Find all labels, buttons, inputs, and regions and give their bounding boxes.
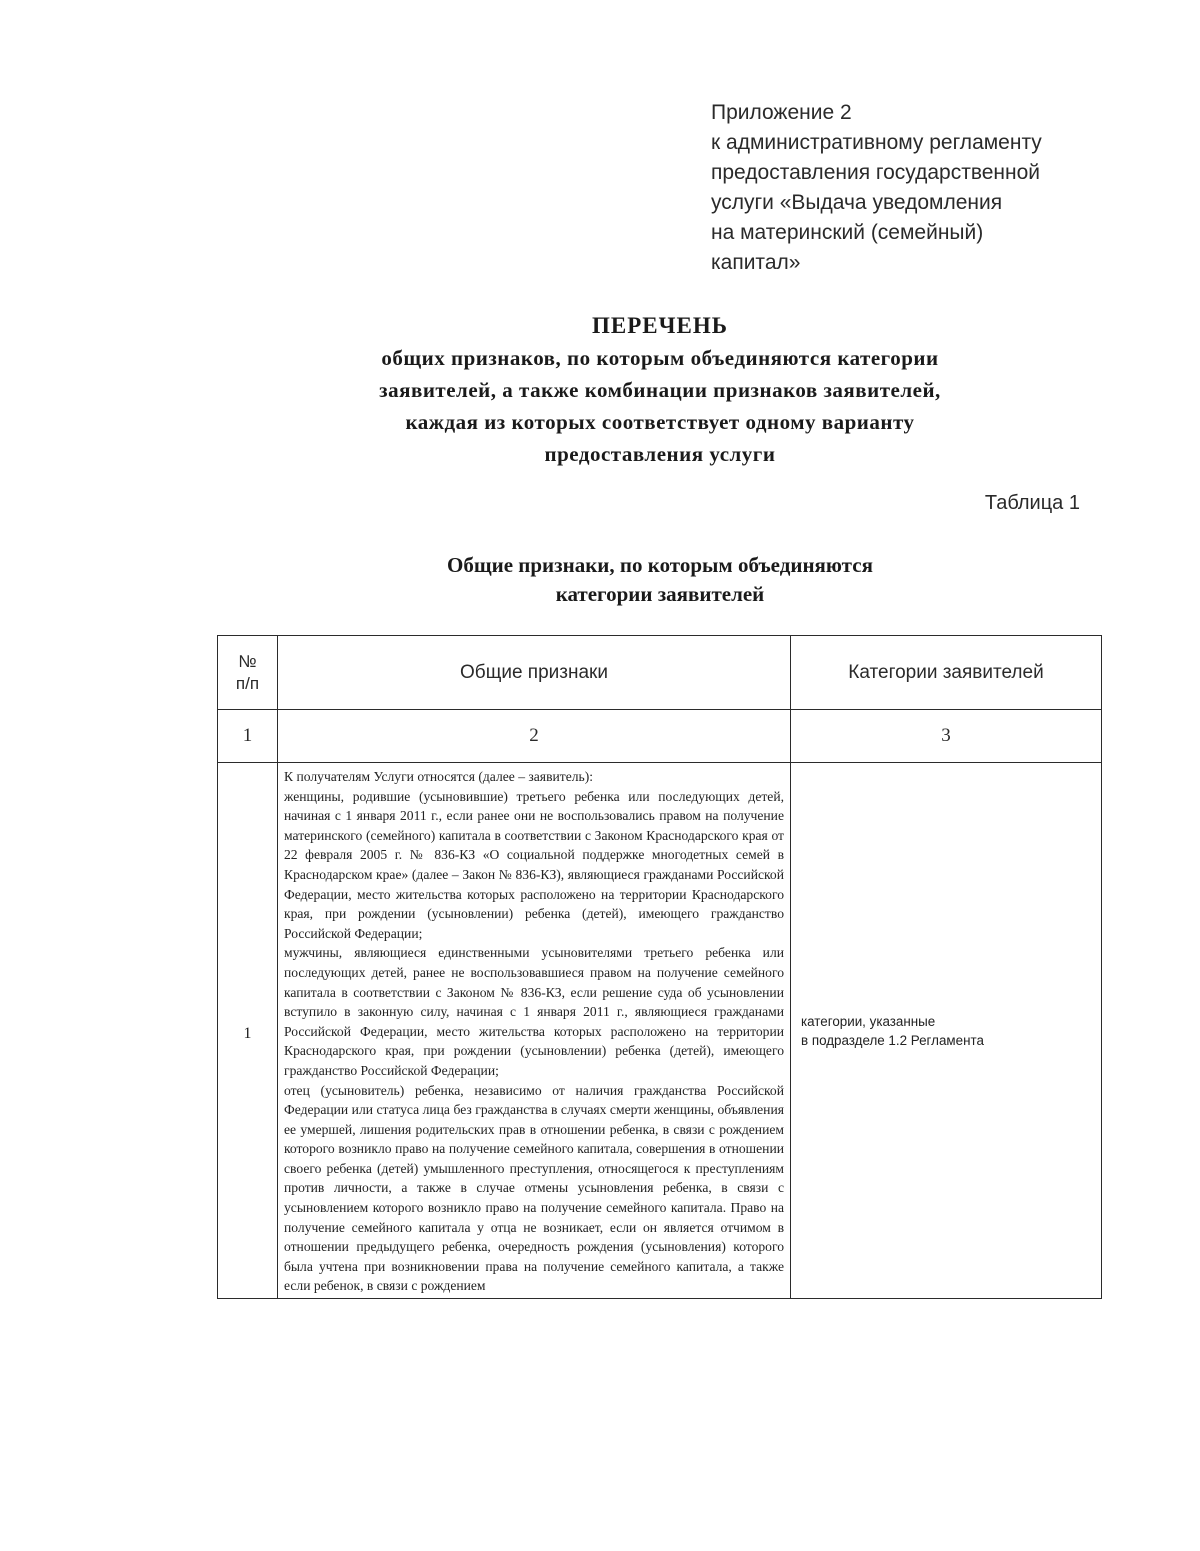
table-title-line: категории заявителей [555,582,765,606]
appendix-line: услуги «Выдача уведомления [711,191,1003,214]
appendix-line: Приложение 2 [711,101,852,124]
features-text [278,763,790,1298]
heading-title: ПЕРЕЧЕНЬ [592,313,728,338]
table-title [340,551,980,609]
features-paragraph: женщины, родившие (усыновившие) третьего ребенка или последующих детей, начиная с 1 января 2011 г., если ранее они не воспользовались правом на получение материнского (семейного) капитала в соответствии с Законом Краснодарского края от 22 февраля 2005 г. № 836-КЗ «О социальной поддержке многодетных семей в Краснодарском крае» (далее – Закон № 836-КЗ), являющиеся гражданами Российской Федерации, место жительства которых расположено на территории Краснодарского края, при рождении (усыновлении) ребенка (детей), имеющего гражданство Российской Федерации; [284,788,784,941]
row-categories-cell [791,763,1102,1299]
heading-subtitle-line: заявителей, а также комбинации признаков заявителей, [379,378,941,402]
header-number-line: п/п [235,673,260,693]
categories-line: в подразделе 1.2 Регламента [801,1032,984,1048]
criteria-table [217,635,1102,1299]
header-features-cell: Общие признаки [278,636,791,710]
column-number-cell: 2 [278,710,791,763]
appendix-line: к административному регламенту [711,131,1042,154]
header-number-cell [218,636,278,710]
header-categories-cell: Категории заявителей [791,636,1102,710]
appendix-line: предоставления государственной [711,161,1041,184]
heading-subtitle-line: общих признаков, по которым объединяются категории [381,346,939,370]
appendix-line: на материнский (семейный) [711,221,984,244]
document-heading [250,310,1070,470]
column-number-cell: 3 [791,710,1102,763]
row-features-cell [278,763,791,1299]
table-title-line: Общие признаки, по которым объединяются [447,553,873,577]
column-number-row [218,710,1102,763]
heading-subtitle-line: каждая из которых соответствует одному варианту [405,410,915,434]
header-number-line: № [238,651,257,671]
table-header-row [218,636,1102,710]
appendix-line: капитал» [711,251,801,274]
row-number-cell: 1 [218,763,278,1299]
column-number-cell: 1 [218,710,278,763]
heading-subtitle-line: предоставления услуги [544,442,776,466]
table-row [218,763,1102,1299]
categories-line: категории, указанные [801,1013,936,1029]
categories-text [791,1007,1101,1055]
appendix-reference [711,98,1131,278]
features-paragraph: мужчины, являющиеся единственными усыновителями третьего ребенка или последующих детей, ранее не воспользовавшиеся правом на получение семейного капитала в соответствии с Законом № 836-КЗ, если решение суда об усыновлении вступило в законную силу, начиная с 1 января 2011 г., являющиеся гражданами Российской Федерации, место жительства которых расположено на территории Краснодарского края, при рождении (усыновлении) ребенка (детей), имеющего гражданство Российской Федерации; [284,945,784,1078]
table-label: Таблица 1 [984,492,1080,514]
features-paragraph: К получателям Услуги относятся (далее – заявитель): [284,769,594,784]
features-paragraph: отец (усыновитель) ребенка, независимо от наличия гражданства Российской Федерации или статуса лица без гражданства в случаях смерти женщины, объявления ее умершей, лишения родительских прав в отношении ребенка, в связи с рождением которого возникло право на получение семейного капитала, совершения в отношении своего ребенка (детей) умышленного преступления, относящегося к преступлениям против личности, а также в случае отмены усыновления ребенка, в связи с усыновлением которого возникло право на получение семейного капитала. Право на получение семейного капитала у отца не возникает, если он является отчимом в отношении предыдущего ребенка, очередность рождения (усыновления) которого была учтена при возникновении права на получение семейного капитала, а также если ребенок, в связи с рождением [284,1082,784,1294]
